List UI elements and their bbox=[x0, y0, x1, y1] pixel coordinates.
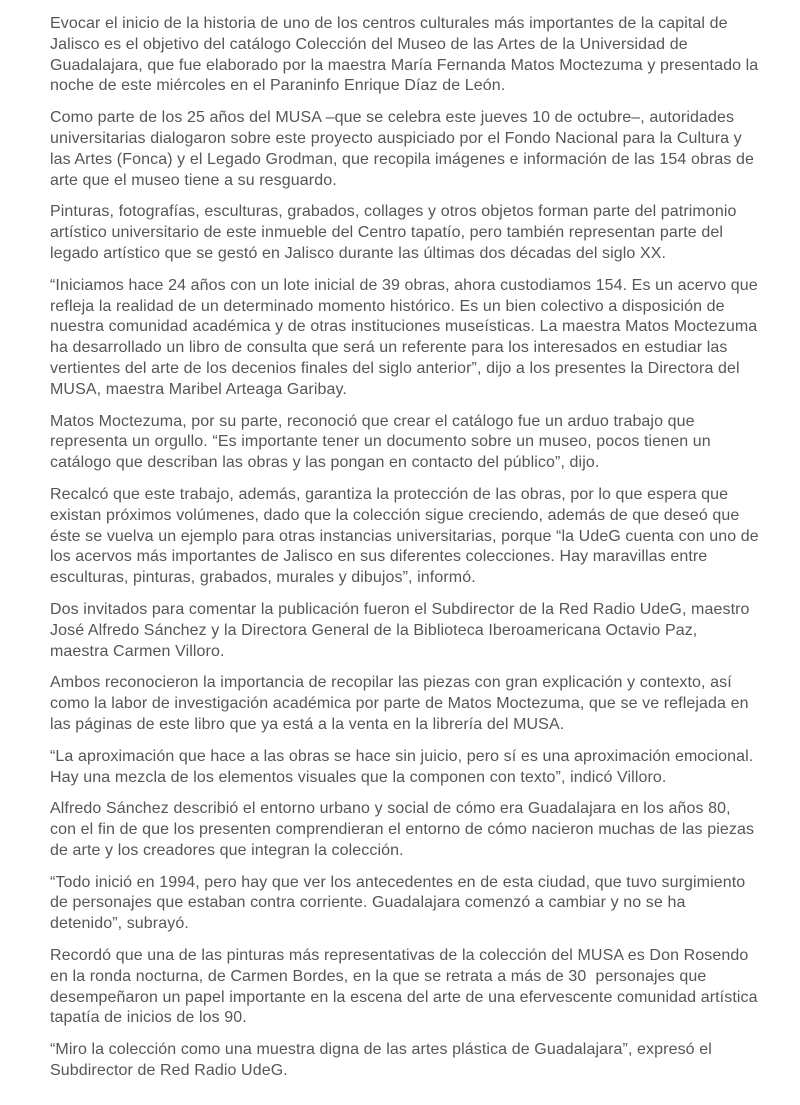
article-paragraph: Recordó que una de las pinturas más representativas de la colección del MUSA es Don Rosendo en la ronda nocturna, de Carmen Bordes, en la que se retrata a más de 30 personajes que desempeñaron un papel importante en la escena del arte de una efervescente comunidad artística tapatía de inicios de los 90. bbox=[50, 947, 763, 1027]
article-paragraph: “Todo inició en 1994, pero hay que ver los antecedentes en de esta ciudad, que tuvo surgimiento de personajes que estaban contra corriente. Guadalajara comenzó a cambiar y no se ha detenido”, subrayó. bbox=[50, 873, 750, 933]
article-paragraph: “Miro la colección como una muestra digna de las artes plástica de Guadalajara”, expresó el Subdirector de Red Radio UdeG. bbox=[50, 1041, 717, 1080]
article-paragraph: Matos Moctezuma, por su parte, reconoció que crear el catálogo fue un arduo trabajo que representa un orgullo. “Es importante tener un documento sobre un museo, pocos tienen un catálogo que describan las obras y las pongan en contacto del público”, dijo. bbox=[50, 412, 716, 472]
article-paragraph: Alfredo Sánchez describió el entorno urbano y social de cómo era Guadalajara en los años 80, con el fin de que los presenten comprendieran el entorno de cómo nacieron muchas de las piezas de arte y los creadores que integran la colección. bbox=[50, 800, 759, 859]
article-paragraph: Ambos reconocieron la importancia de recopilar las piezas con gran explicación y contexto, así como la labor de investigación académica por parte de Matos Moctezuma, que se ve reflejada en las páginas de este libro que ya está a la venta en la librería del MUSA. bbox=[50, 674, 754, 733]
article-paragraph: Recalcó que este trabajo, además, garantiza la protección de las obras, por lo que espera que existan próximos volúmenes, dado que la colección sigue creciendo, además de que deseó que éste se vuelva un ejemplo para otras instancias universitarias, porque “la UdeG cuenta con uno de los acervos más importantes de Jalisco en sus diferentes colecciones. Hay maravillas entre esculturas, pinturas, grabados, murales y dibujos”, informó. bbox=[50, 485, 764, 587]
article-paragraph: Dos invitados para comentar la publicación fueron el Subdirector de la Red Radio UdeG, maestro José Alfredo Sánchez y la Directora General de la Biblioteca Iberoamericana Octavio Paz, maestra Carmen Villoro. bbox=[50, 600, 755, 660]
article-paragraph: Pinturas, fotografías, esculturas, grabados, collages y otros objetos forman parte del patrimonio artístico universitario de este inmueble del Centro tapatío, pero también representan parte del legado artístico que se gestó en Jalisco durante las últimas dos décadas del siglo XX. bbox=[50, 203, 742, 262]
article-paragraph: “Iniciamos hace 24 años con un lote inicial de 39 obras, ahora custodiamos 154. Es un acervo que refleja la realidad de un determinado momento histórico. Es un bien colectivo a disposición de nuestra comunidad académica y de otras instituciones museísticas. La maestra Matos Moctezuma ha desarrollado un libro de consulta que será un referente para los interesados en estudiar las vertientes del arte de los decenios finales del siglo anterior”, dijo a los presentes la Directora del MUSA, maestra Maribel Arteaga Garibay. bbox=[50, 276, 763, 398]
article-body bbox=[50, 14, 764, 1082]
article-paragraph: Como parte de los 25 años del MUSA –que se celebra este jueves 10 de octubre–, autoridades universitarias dialogaron sobre este proyecto auspiciado por el Fondo Nacional para la Cultura y las Artes (Fonca) y el Legado Grodman, que recopila imágenes e información de las 154 obras de arte que el museo tiene a su resguardo. bbox=[50, 109, 759, 189]
article-paragraph: Evocar el inicio de la historia de uno de los centros culturales más importantes de la capital de Jalisco es el objetivo del catálogo Colección del Museo de las Artes de la Universidad de Guadalajara, que fue elaborado por la maestra María Fernanda Matos Moctezuma y presentado la noche de este miércoles en el Paraninfo Enrique Díaz de León. bbox=[50, 15, 763, 95]
article-paragraph: “La aproximación que hace a las obras se hace sin juicio, pero sí es una aproximación emocional. Hay una mezcla de los elementos visuales que la componen con texto”, indicó Villoro. bbox=[50, 747, 758, 786]
